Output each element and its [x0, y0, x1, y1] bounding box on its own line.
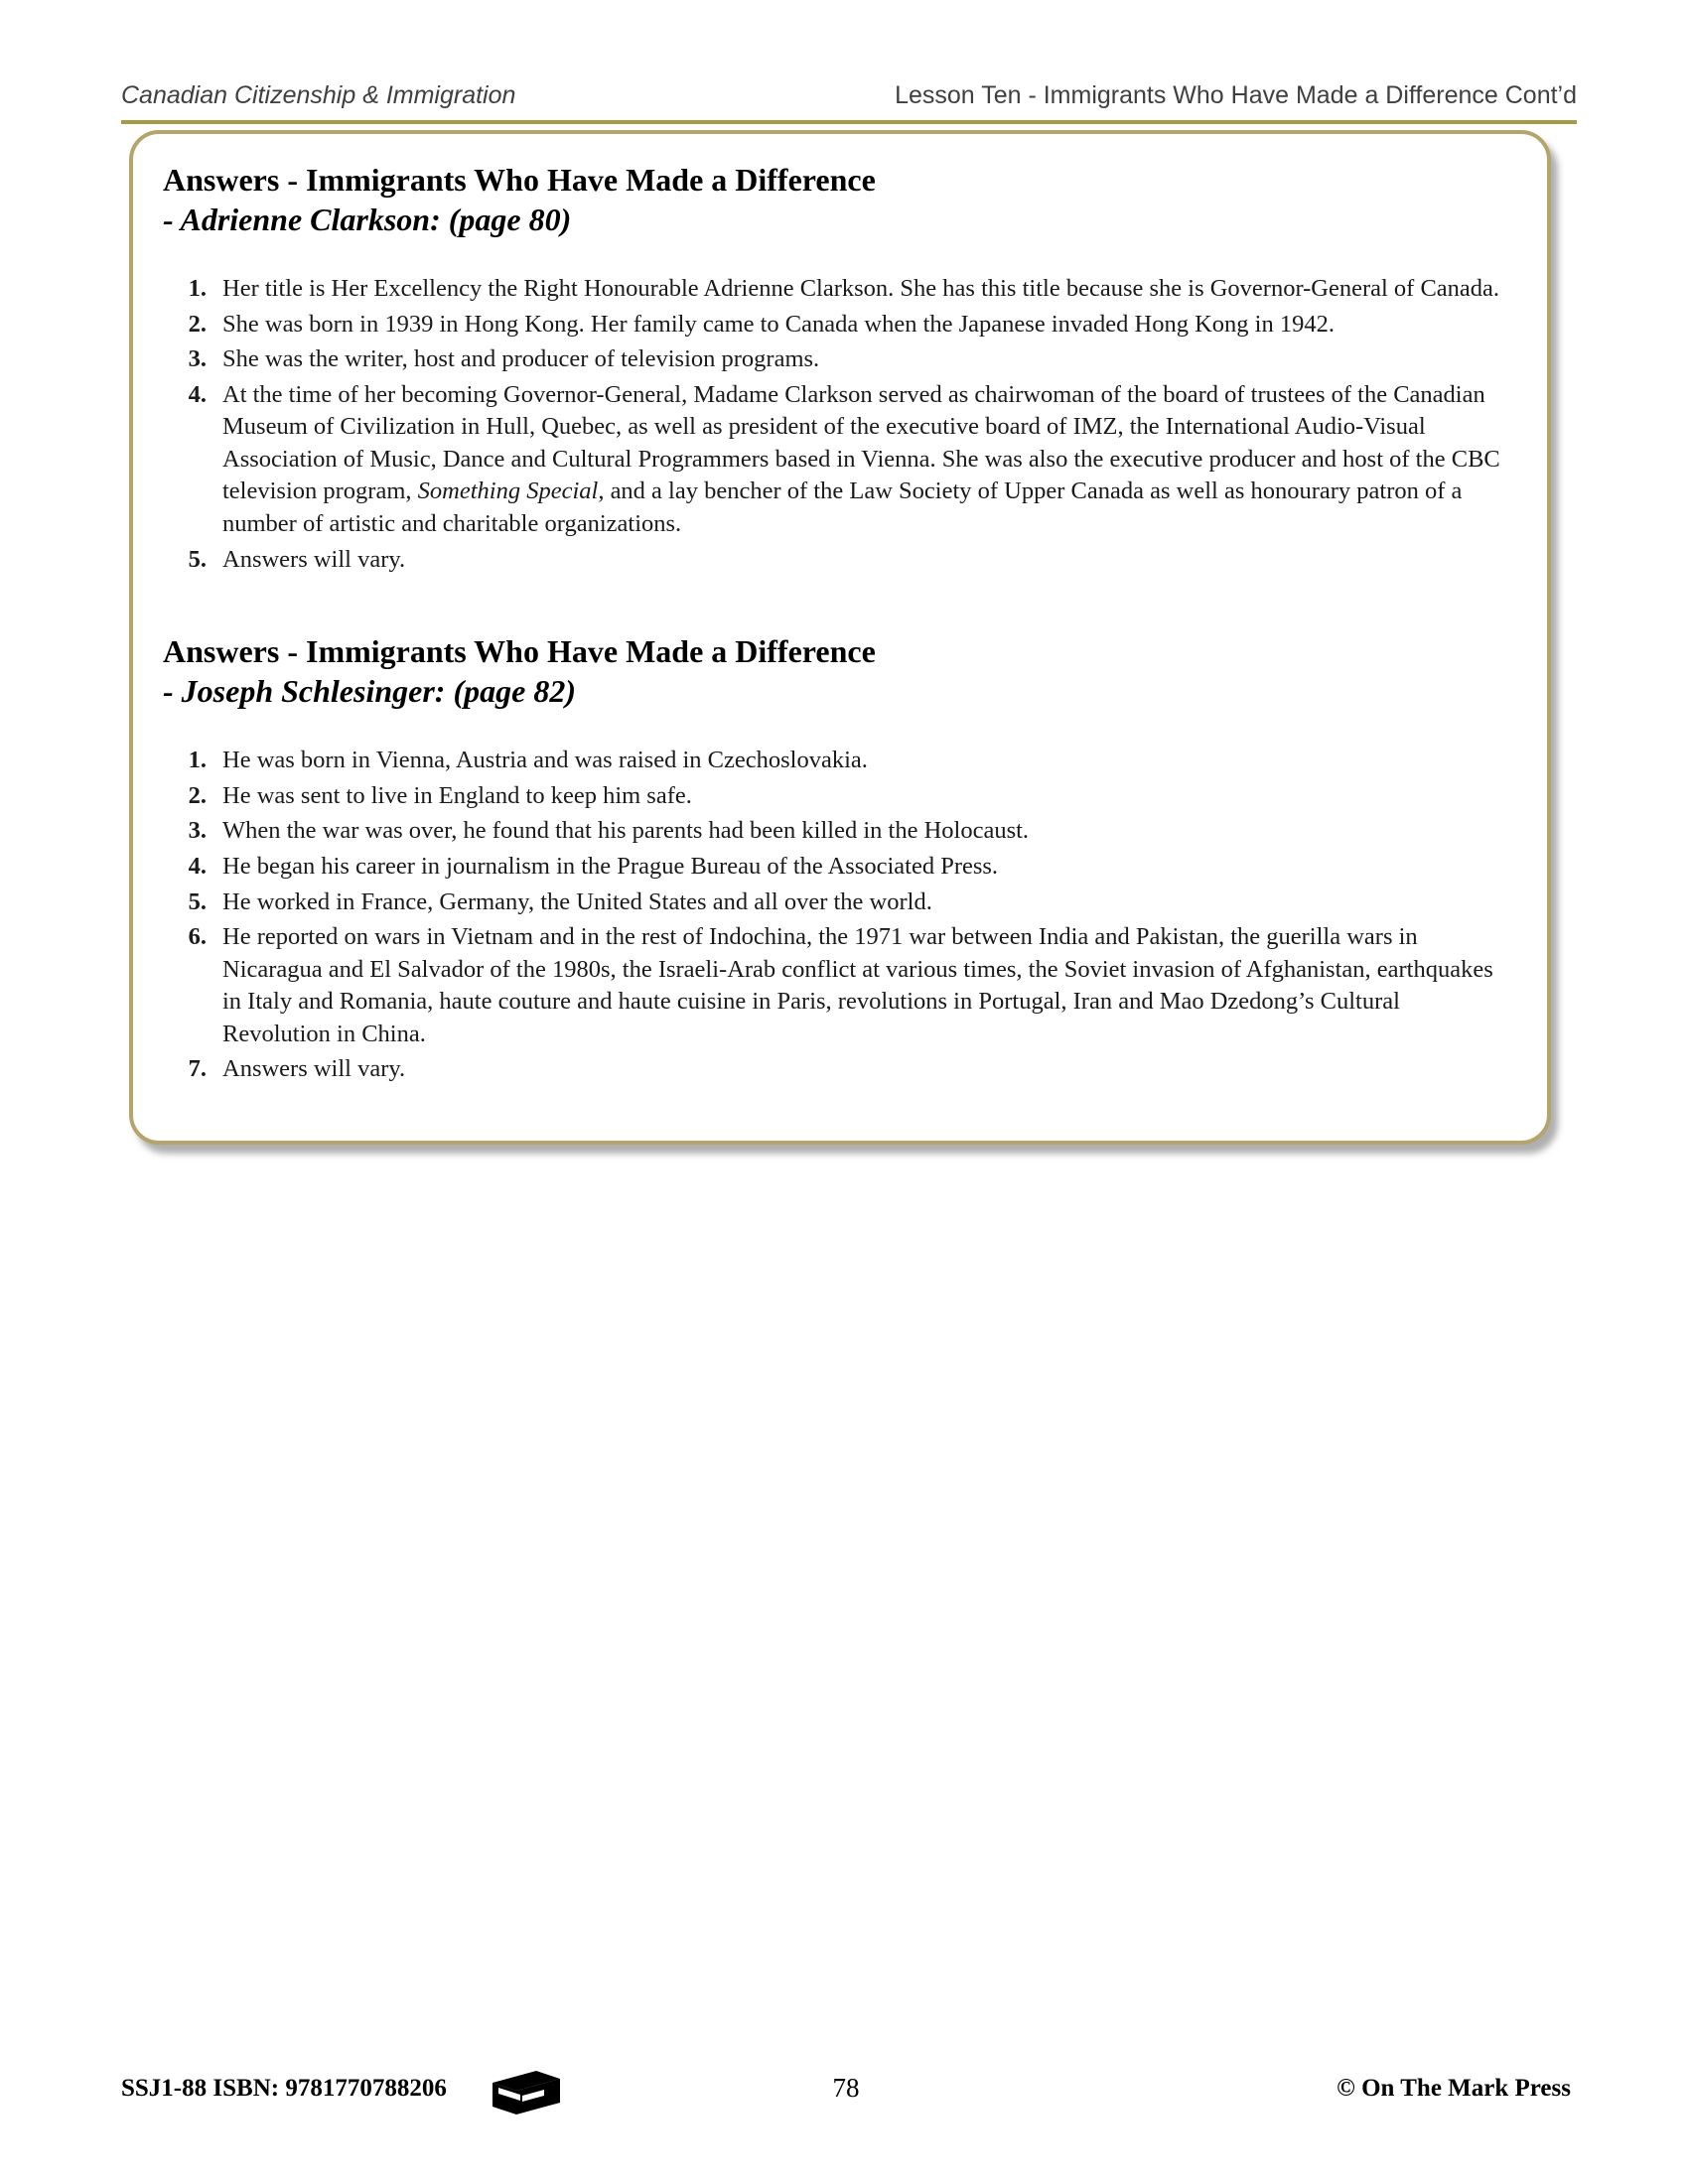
- item-number: 6.: [188, 923, 207, 951]
- header-lesson-title: Lesson Ten - Immigrants Who Have Made a Difference Cont’d: [895, 81, 1577, 109]
- item-text: He reported on wars in Vietnam and in the rest of Indochina, the 1971 war between India and Pakistan, the guerilla wars in Nicaragua and El Salvador of the 1980s, the Israeli-Arab conflict at various times, the Soviet invasion of Afghanistan, earthquakes in Italy and Romania, haute couture and haute cuisine in Paris, revolutions in Portugal, Iran and Mao Dzedong’s Cultural Revolution in China.: [222, 923, 1493, 1047]
- item-number: 5.: [188, 887, 207, 915]
- item-text: Answers will vary.: [222, 1055, 406, 1083]
- page-header: [121, 81, 1577, 110]
- answer-list: [163, 273, 1507, 576]
- item-text: He was sent to live in England to keep him safe.: [222, 781, 692, 809]
- item-text: He was born in Vienna, Austria and was raised in Czechoslovakia.: [222, 747, 868, 774]
- item-number: 4.: [188, 852, 207, 880]
- item-number: 3.: [188, 817, 207, 845]
- section-title: Answers - Immigrants Who Have Made a Difference: [163, 633, 876, 670]
- item-text: Her title is Her Excellency the Right Honourable Adrienne Clarkson. She has this title because she is Governor-General of Canada.: [222, 275, 1500, 302]
- item-number: 1.: [188, 747, 207, 774]
- answer-item: [177, 309, 1507, 341]
- item-text: When the war was over, he found that his parents had been killed in the Holocaust.: [222, 817, 1030, 845]
- page-footer: [121, 2063, 1571, 2122]
- copier-icon: [487, 2063, 566, 2120]
- section-subtitle: - Joseph Schlesinger: (page 82): [163, 673, 576, 710]
- item-text: She was the writer, host and producer of television programs.: [222, 345, 820, 373]
- answer-item: [177, 887, 1507, 919]
- sections: [163, 160, 1507, 1086]
- page-number: 78: [832, 2073, 860, 2103]
- answer-item: [177, 921, 1507, 1050]
- answer-item: [177, 273, 1507, 306]
- item-number: 1.: [188, 275, 207, 302]
- answer-item: [177, 1053, 1507, 1086]
- item-text: She was born in 1939 in Hong Kong. Her family came to Canada when the Japanese invaded Hong Kong in 1942.: [222, 310, 1335, 338]
- item-number: 2.: [188, 781, 207, 809]
- answer-item: [177, 780, 1507, 813]
- item-number: 4.: [188, 380, 207, 408]
- header-book-title: Canadian Citizenship & Immigration: [121, 81, 516, 109]
- answer-item: [177, 745, 1507, 777]
- item-number: 7.: [188, 1055, 207, 1083]
- answer-item: [177, 851, 1507, 884]
- footer-copyright: © On The Mark Press: [1336, 2075, 1571, 2102]
- item-number: 5.: [188, 545, 207, 573]
- answers-box: [129, 130, 1551, 1145]
- answer-section: [163, 160, 1507, 576]
- item-number: 3.: [188, 345, 207, 373]
- answer-section: [163, 631, 1507, 1086]
- footer-isbn: SSJ1-88 ISBN: 9781770788206: [121, 2075, 447, 2102]
- answer-item: [177, 815, 1507, 848]
- answer-list: [163, 745, 1507, 1086]
- item-text: He began his career in journalism in the Prague Bureau of the Associated Press.: [222, 852, 999, 880]
- section-title: Answers - Immigrants Who Have Made a Difference: [163, 162, 876, 198]
- item-text: He worked in France, Germany, the United States and all over the world.: [222, 887, 932, 915]
- answer-item: [177, 343, 1507, 376]
- item-number: 2.: [188, 310, 207, 338]
- answer-item: [177, 544, 1507, 577]
- section-subtitle: - Adrienne Clarkson: (page 80): [163, 202, 572, 237]
- header-divider: [121, 120, 1577, 124]
- item-text: At the time of her becoming Governor-General, Madame Clarkson served as chairwoman of the board of trustees of the Canadian Museum of Civilization in Hull, Quebec, as well as president of the executive board of IMZ, the International Audio-Visual Association of Music, Dance and Cultural Programmers based in Vienna. She was also the executive producer and host of the CBC television program, Something Special, and a lay bencher of the Law Society of Upper Canada as well as honourary patron of a number of artistic and charitable organizations.: [222, 380, 1500, 538]
- answer-item: [177, 379, 1507, 541]
- item-text: Answers will vary.: [222, 545, 406, 573]
